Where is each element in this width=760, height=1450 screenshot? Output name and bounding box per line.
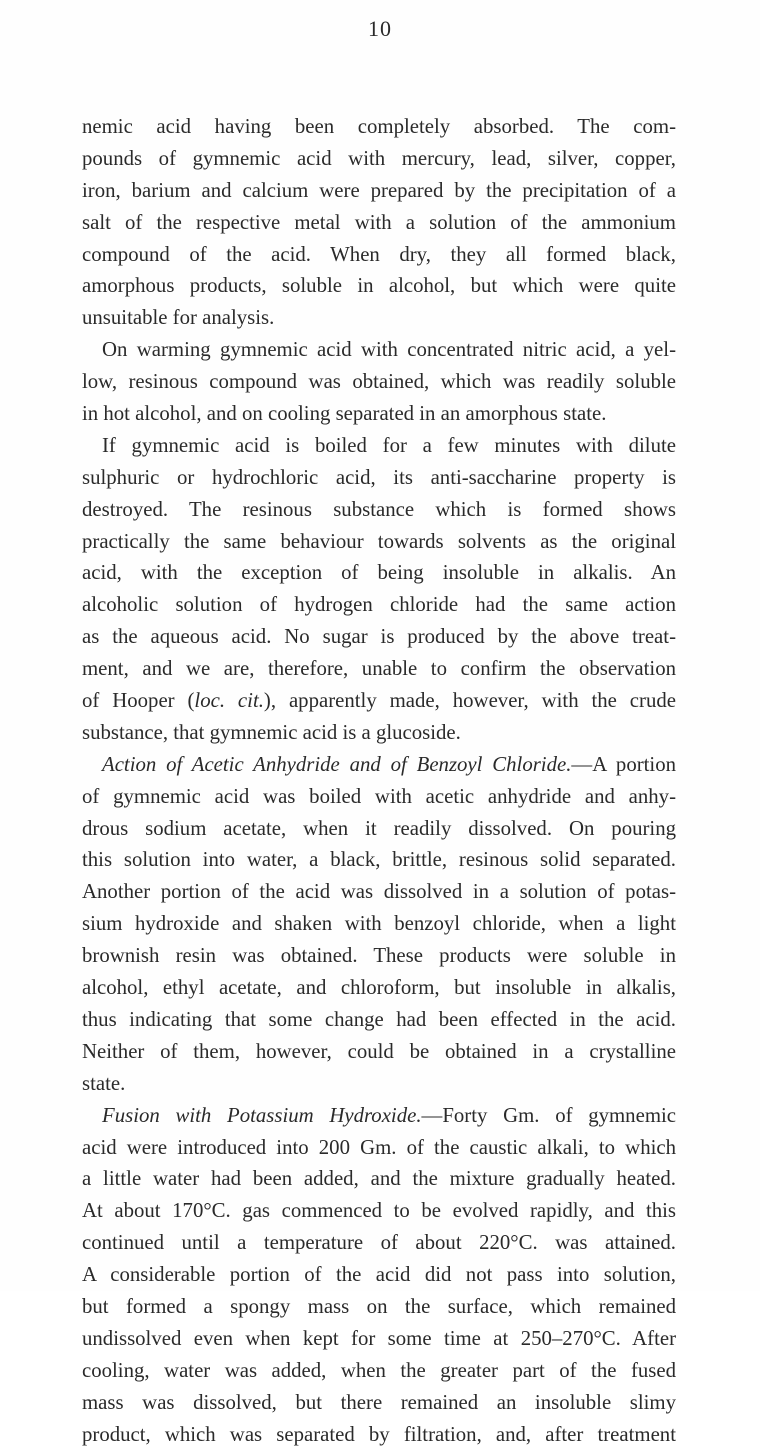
text-line: cooling, water was added, when the greater part of the fused [82, 1358, 676, 1382]
text-line: as the aqueous acid. No sugar is produced by the above treat- [82, 625, 676, 649]
text-line: iron, barium and calcium were prepared by the precipitation of a [82, 178, 676, 202]
text-line: alcoholic solution of hydrogen chloride had the same action [82, 593, 676, 617]
text-line: practically the same behaviour towards solvents as the original [82, 529, 676, 553]
text-line: On warming gymnemic acid with concentrated nitric acid, a yel- [102, 338, 676, 362]
text-line: of Hooper (loc. cit.), apparently made, however, with the crude [82, 689, 676, 713]
body-text [82, 111, 676, 1450]
text-line: amorphous products, soluble in alcohol, but which were quite [82, 274, 676, 298]
text-line: low, resinous compound was obtained, which was readily soluble [82, 370, 676, 394]
text-line: brownish resin was obtained. These products were soluble in [82, 944, 676, 968]
text-line: product, which was separated by filtration, and, after treatment [82, 1422, 676, 1446]
text-line: sulphuric or hydrochloric acid, its anti-saccharine property is [82, 465, 676, 489]
text-line: continued until a temperature of about 220°C. was attained. [82, 1231, 676, 1255]
text-line: ment, and we are, therefore, unable to confirm the observation [82, 657, 676, 681]
text-line: nemic acid having been completely absorbed. The com- [82, 115, 676, 138]
text-line: sium hydroxide and shaken with benzoyl chloride, when a light [82, 912, 676, 936]
text-line: thus indicating that some change had been effected in the acid. [82, 1007, 676, 1031]
text-line: unsuitable for analysis. [82, 306, 275, 330]
text-line: acid, with the exception of being insoluble in alkalis. An [82, 561, 676, 585]
text-line: A considerable portion of the acid did not pass into solution, [82, 1263, 676, 1287]
text-line: undissolved even when kept for some time at 250–270°C. After [82, 1326, 676, 1350]
text-line: substance, that gymnemic acid is a glucoside. [82, 720, 461, 744]
text-line: salt of the respective metal with a solution of the ammonium [82, 210, 676, 234]
text-line: state. [82, 1071, 126, 1095]
text-line: If gymnemic acid is boiled for a few minutes with dilute [102, 433, 676, 457]
text-line: pounds of gymnemic acid with mercury, lead, silver, copper, [82, 146, 676, 170]
text-line: Fusion with Potassium Hydroxide.—Forty Gm. of gymnemic [102, 1103, 676, 1127]
text-line: a little water had been added, and the mixture gradually heated. [82, 1167, 676, 1191]
text-line: of gymnemic acid was boiled with acetic anhydride and anhy- [82, 784, 676, 808]
text-line: Neither of them, however, could be obtained in a crystalline [82, 1039, 676, 1063]
text-line: Action of Acetic Anhydride and of Benzoyl Chloride.—A portion [102, 752, 676, 776]
text-line: At about 170°C. gas commenced to be evolved rapidly, and this [82, 1199, 676, 1223]
page-number: 10 [368, 16, 392, 41]
text-line: Another portion of the acid was dissolved in a solution of potas- [82, 880, 676, 904]
text-line: in hot alcohol, and on cooling separated in an amorphous state. [82, 402, 607, 426]
text-line: compound of the acid. When dry, they all formed black, [82, 242, 676, 266]
text-line: this solution into water, a black, brittle, resinous solid separated. [82, 848, 676, 872]
text-line: destroyed. The resinous substance which is formed shows [82, 497, 676, 521]
text-line: acid were introduced into 200 Gm. of the caustic alkali, to which [82, 1135, 676, 1159]
text-line: mass was dissolved, but there remained an insoluble slimy [82, 1390, 676, 1414]
text-line: drous sodium acetate, when it readily dissolved. On pouring [82, 816, 676, 840]
text-line: but formed a spongy mass on the surface, which remained [82, 1294, 676, 1318]
text-line: alcohol, ethyl acetate, and chloroform, but insoluble in alkalis, [82, 976, 676, 1000]
